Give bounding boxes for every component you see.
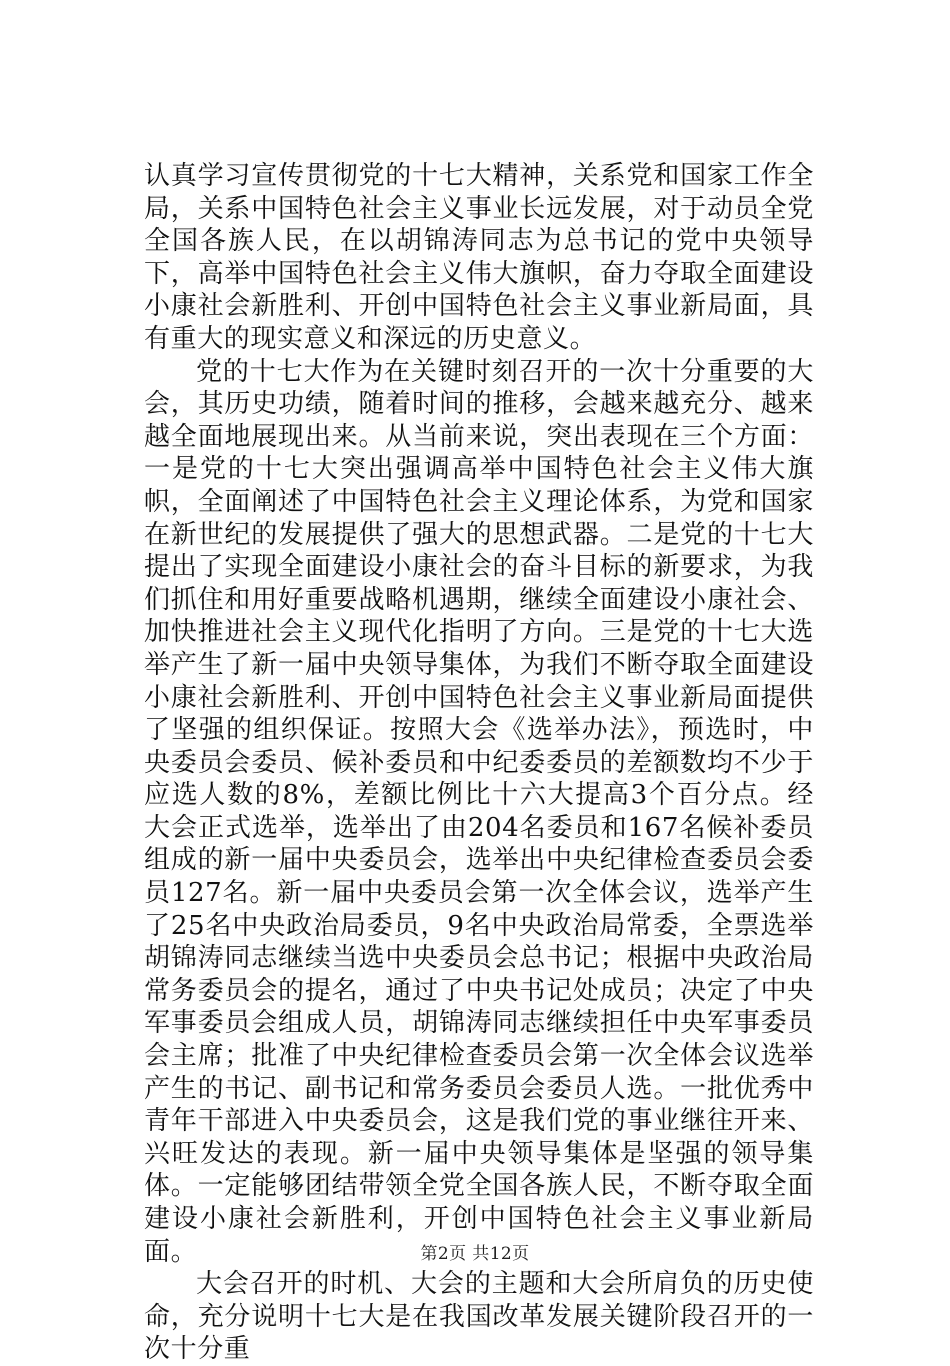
document-body [144, 160, 814, 1366]
paragraph-1: 认真学习宣传贯彻党的十七大精神，关系党和国家工作全局，关系中国特色社会主义事业长远发展，对于动员全党全国各族人民，在以胡锦涛同志为总书记的党中央领导下，高举中国特色社会主义伟大旗帜，奋力夺取全面建设小康社会新胜利、开创中国特色社会主义事业新局面，具有重大的现实意义和深远的历史意义。 [144, 161, 814, 354]
paragraph-3: 大会召开的时机、大会的主题和大会所肩负的历史使命，充分说明十七大是在我国改革发展关键阶段召开的一次十分重 [144, 1269, 814, 1365]
paragraph-2: 党的十七大作为在关键时刻召开的一次十分重要的大会，其历史功绩，随着时间的推移，会越来越充分、越来越全面地展现出来。从当前来说，突出表现在三个方面：一是党的十七大突出强调高举中国特色社会主义伟大旗帜，全面阐述了中国特色社会主义理论体系，为党和国家在新世纪的发展提供了强大的思想武器。二是党的十七大提出了实现全面建设小康社会的奋斗目标的新要求，为我们抓住和用好重要战略机遇期，继续全面建设小康社会、加快推进社会主义现代化指明了方向。三是党的十七大选举产生了新一届中央领导集体，为我们不断夺取全面建设小康社会新胜利、开创中国特色社会主义事业新局面提供了坚强的组织保证。按照大会《选举办法》，预选时，中央委员会委员、候补委员和中纪委委员的差额数均不少于应选人数的8%，差额比例比十六大提高3个百分点。经大会正式选举，选举出了由204名委员和167名候补委员组成的新一届中央委员会，选举出中央纪律检查委员会委员127名。新一届中央委员会第一次全体会议，选举产生了25名中央政治局委员，9名中央政治局常委，全票选举胡锦涛同志继续当选中央委员会总书记；根据中央政治局常务委员会的提名，通过了中央书记处成员；决定了中央军事委员会组成人员，胡锦涛同志继续担任中央军事委员会主席；批准了中央纪律检查委员会第一次全体会议选举产生的书记、副书记和常务委员会委员人选。一批优秀中青年干部进入中央委员会，这是我们党的事业继往开来、兴旺发达的表现。新一届中央领导集体是坚强的领导集体。一定能够团结带领全党全国各族人民，不断夺取全面建设小康社会新胜利，开创中国特色社会主义事业新局面。 [144, 356, 814, 1267]
page-number-footer: 第2页 共12页 [420, 1244, 530, 1264]
